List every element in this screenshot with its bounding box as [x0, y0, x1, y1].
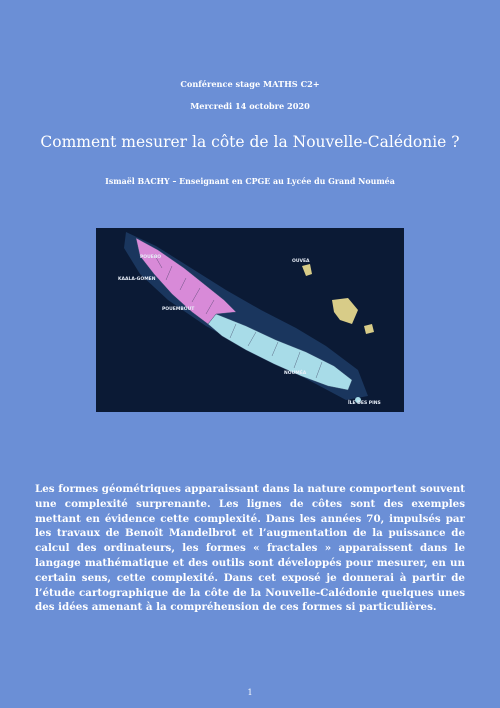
- author-line: Ismaël BACHY – Enseignant en CPGE au Lycée du Grand Nouméa: [105, 177, 395, 186]
- conference-date: Mercredi 14 octobre 2020: [190, 101, 310, 111]
- map-graphic: [96, 228, 404, 412]
- map-label-pins: ÎLE DES PINS: [348, 401, 381, 406]
- conference-name: Conférence stage MATHS C2+: [180, 79, 320, 89]
- page-title: Comment mesurer la côte de la Nouvelle-Calédonie ?: [40, 133, 460, 151]
- page-number: 1: [247, 688, 253, 697]
- map-label-noumea: NOUMÉA: [284, 371, 307, 376]
- map-label-ouvea: OUVEA: [292, 259, 310, 264]
- map-label-pouembout: POUEMBOUT: [162, 307, 195, 312]
- map-label-kaala: KAALA-GOMEN: [118, 277, 156, 282]
- new-caledonia-map: [96, 228, 404, 412]
- abstract-paragraph: Les formes géométriques apparaissant dans la nature comportent souvent une complexité surprenante. Les lignes de côtes sont des exemples mettant en évidence cette complexité. Dans les années 70, impulsés par les travaux de Benoît Mandelbrot et l’augmentation de la puissance de calcul des ordinateurs, les formes « fractales » apparaissent dans le langage mathématique et des outils sont développés pour mesurer, en un certain sens, cette complexité. Dans cet exposé je donnerai à partir de l’étude cartographique de la côte de la Nouvelle-Calédonie quelques unes des idées amenant à la compréhension de ces formes si particulières.: [35, 483, 465, 614]
- map-label-pouebo: POUEBO: [140, 255, 162, 260]
